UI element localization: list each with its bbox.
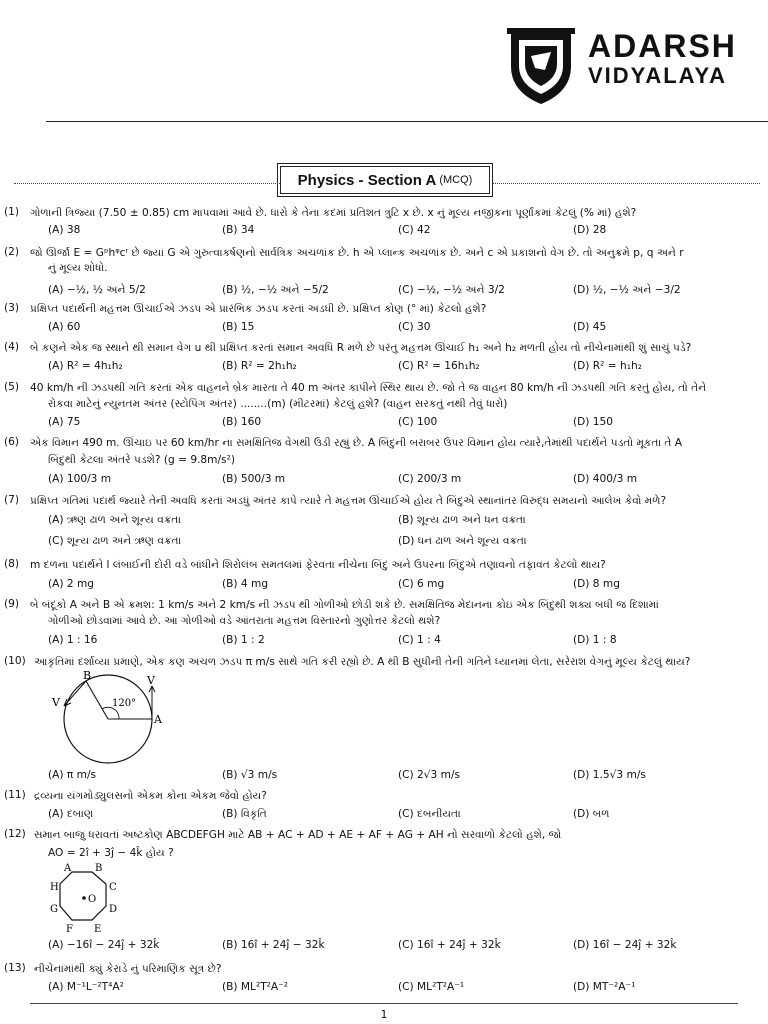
brand-name-line2: VIDYALAYA (588, 63, 728, 88)
question-text: ગોળાની ત્રિજ્યા (7.50 ± 0.85) cm માપવામાં આવે છે. ધારો કે તેના કદમાં પ્રતિશત ત્રુટિ x છે. x નું મૂલ્ય નજીકના પૂર્ણાંકમાં કેટલું (% માં) હશે? (30, 207, 637, 219)
option-a: (A) π m/s (48, 769, 97, 781)
option-c: (C) 42 (398, 224, 431, 236)
option-d: (D) બળ (573, 808, 610, 820)
label-v-top: V (147, 674, 155, 687)
footer-divider (30, 1003, 738, 1004)
option-d: (D) 1.5√3 m/s (573, 769, 646, 781)
option-c: (C) 100 (398, 416, 438, 428)
label-b: B (83, 669, 92, 682)
question-number: (1) (4, 206, 20, 218)
question-text: જો ઊર્જા E = Gᵖhᵠcʳ છે જ્યાં G એ ગુરુત્વાકર્ષણનો સાર્વત્રિક અચળાંક છે. h એ પ્લાન્ક અચળાંક છે. અને c એ પ્રકાશનો વેગ છે. તો અનુક્રમે p, q અને r (30, 247, 684, 259)
question-text: સમાન બાજુ ધરાવતાં અષ્ટકોણ ABCDEFGH માટે AB + AC + AD + AE + AF + AG + AH નો સરવાળો કેટલો હશે, જો (34, 829, 562, 841)
section-dotted-rule-right (492, 183, 760, 184)
question-text: પ્રક્ષિપ્ત પદાર્થની મહત્તમ ઊંચાઈએ ઝડપ એ પ્રારંભિક ઝડપ કરતાં અડધી છે. પ્રક્ષિપ્ત કોણ (° માં) કેટલો હશે? (30, 303, 487, 315)
option-a: (A) 100/3 m (48, 473, 112, 485)
option-b: (B) 16î + 24ĵ − 32k̂ (222, 939, 325, 951)
section-title: Physics - Section A (297, 171, 437, 189)
center-o: O (88, 894, 97, 905)
option-a: (A) −16î − 24ĵ + 32k̂ (48, 939, 160, 951)
option-b: (B) 160 (222, 416, 262, 428)
option-a: (A) M⁻¹L⁻²T⁴A² (48, 981, 124, 993)
option-d: (D) 28 (573, 224, 607, 236)
option-a: (A) દબાણ (48, 808, 94, 820)
option-c: (C) 16î + 24ĵ + 32k̂ (398, 939, 501, 951)
option-b: (B) ½, −½ અને −5/2 (222, 284, 329, 296)
option-c: (C) −½, −½ અને 3/2 (398, 284, 505, 296)
option-d: (D) 400/3 m (573, 473, 638, 485)
question-text: બે કણને એક જ સ્થાને થી સમાન વેગ u થી પ્રક્ષિપ્ત કરતાં સમાન અવધિ R મળે છે પરંતુ મહત્તમ ઊંચાઈ h₁ અને h₂ મળતી હોય તો નીચેનામાંથી શું સાચું પડે? (30, 342, 692, 354)
vertex-g: G (50, 904, 58, 915)
option-b: (B) વિકૃતિ (222, 808, 267, 820)
option-b: (B) √3 m/s (222, 769, 278, 781)
header-divider (46, 121, 768, 122)
question-text: નીચેનામાંથી ક્યું કેરાડે નું પરિમાણિક સૂત્ર છે? (34, 963, 222, 975)
vertex-f: F (66, 924, 73, 934)
option-d: (D) ½, −½ અને −3/2 (573, 284, 681, 296)
label-a: A (154, 713, 162, 726)
option-a: (A) 75 (48, 416, 81, 428)
option-d: (D) 45 (573, 321, 607, 333)
option-a: (A) 2 mg (48, 578, 95, 590)
question-text-cont: નું મૂલ્ય શોધો. (48, 262, 108, 274)
option-d: (D) 150 (573, 416, 614, 428)
option-a: (A) 38 (48, 224, 81, 236)
page-header (0, 0, 768, 126)
option-c: (C) 200/3 m (398, 473, 462, 485)
option-a: (A) R² = 4h₁h₂ (48, 360, 123, 372)
option-c: (C) શૂન્ય ઢાળ અને ઋણ વક્રતા (48, 535, 182, 547)
question-text: એક વિમાન 490 m. ઊંચાઇ પર 60 km/hr ના સમક્ષિતિજ વેગથી ઉડી રહ્યું છે. A બિંદુની બરાબર ઉપર વિમાન હોય ત્યારે,તેમાંથી પદાર્થને પડતો મૂકતા તે A (30, 437, 683, 449)
vertex-h: H (50, 882, 59, 893)
option-c: (C) ML²T²A⁻¹ (398, 981, 465, 993)
question-text: m દળના પદાર્થને l લંબાઈની દોરી વડે બાંધીને શિરોલંબ સમતલમાં ફેરવતા નીચેના બિંદુ અને ઉપરના બિંદુએ તણાવનો તફાવત કેટલો થાય? (30, 559, 606, 571)
question-number: (2) (4, 246, 20, 258)
option-b: (B) 500/3 m (222, 473, 286, 485)
vertex-b: B (95, 863, 103, 874)
question-text-cont: રોકવા માટેનું ન્યુનતમ અંતર (સ્ટોપિંગ અંતર) ........(m) (મીટરમાં) કેટલું હશે? (વાહન સરકતું નથી તેવું ધારો) (48, 398, 508, 410)
vertex-d: D (109, 904, 118, 915)
option-a: (A) ઋણ ઢાળ અને શૂન્ય વક્રતા (48, 514, 181, 526)
vertex-a: A (64, 863, 72, 874)
question-number: (8) (4, 558, 20, 570)
section-dotted-rule-left (14, 183, 280, 184)
question-text-cont: બિંદુથી કેટલા અંતરે પડશે? (g = 9.8m/s²) (48, 454, 235, 466)
option-a: (A) −½, ½ અને 5/2 (48, 284, 146, 296)
question-number: (10) (4, 655, 26, 667)
question-text-cont: AO = 2î + 3ĵ − 4k̂ હોય ? (48, 847, 174, 859)
option-d: (D) R² = h₁h₂ (573, 360, 642, 372)
question-number: (13) (4, 962, 26, 974)
option-d: (D) ધન ઢાળ અને શૂન્ય વક્રતા (398, 535, 527, 547)
question-text: 40 km/h ની ઝડપથી ગતિ કરતાં એક વાહનને બ્રેક મારતા તે 40 m અંતર કાપીને સ્થિર થાય છે. જો તે જ વાહન 80 km/h ની ઝડપથી ગતિ કરતું હોય, તો તેને (30, 382, 707, 394)
option-d: (D) 16î − 24ĵ + 32k̂ (573, 939, 677, 951)
question-number: (6) (4, 436, 20, 448)
label-angle: 120° (112, 698, 137, 709)
option-c: (C) 6 mg (398, 578, 445, 590)
option-c: (C) R² = 16h₁h₂ (398, 360, 480, 372)
vertex-c: C (109, 882, 117, 893)
option-c: (C) 30 (398, 321, 431, 333)
question-number: (3) (4, 302, 20, 314)
option-c: (C) દબનીયતા (398, 808, 461, 820)
circular-motion-diagram (46, 668, 176, 768)
question-number: (11) (4, 789, 26, 801)
octagon-diagram (46, 862, 126, 934)
option-b: (B) 1 : 2 (222, 634, 265, 646)
school-crest-logo (505, 26, 577, 106)
section-title-box (280, 166, 490, 194)
label-v-left: V (52, 696, 60, 709)
question-number: (9) (4, 598, 20, 610)
option-b: (B) 34 (222, 224, 255, 236)
option-c: (C) 1 : 4 (398, 634, 441, 646)
question-text: પ્રક્ષિપ્ત ગતિમાં પદાર્થ જ્યારે તેની અવધિ કરતાં અડધું અંતર કાપે ત્યારે તે મહત્તમ ઊંચાઈએ હોય તે બિંદુએ સ્થાનાંતર વિરુદ્ધ સમયનો આલેખ કેવો મળે? (30, 495, 667, 507)
question-number: (5) (4, 381, 20, 393)
section-subtitle: (MCQ) (439, 174, 473, 186)
option-b: (B) R² = 2h₁h₂ (222, 360, 297, 372)
option-d: (D) 8 mg (573, 578, 620, 590)
question-text: બે બંદૂકો A અને B એ ક્રમશ: 1 km/s અને 2 km/s ની ઝડપ થી ગોળીઓ છોડી શકે છે. સમક્ષિતિજ મેદાનના કોઇ એક બિંદુથી શક્ય બધી જ દિશામાં (30, 599, 659, 611)
brand-name-line1: ADARSH (588, 28, 737, 64)
option-b: (B) 15 (222, 321, 255, 333)
option-b: (B) શૂન્ય ઢાળ અને ધન વક્રતા (398, 514, 526, 526)
option-d: (D) MT⁻²A⁻¹ (573, 981, 636, 993)
option-c: (C) 2√3 m/s (398, 769, 461, 781)
option-a: (A) 60 (48, 321, 81, 333)
option-d: (D) 1 : 8 (573, 634, 617, 646)
question-number: (12) (4, 828, 26, 840)
option-b: (B) ML²T²A⁻² (222, 981, 288, 993)
option-b: (B) 4 mg (222, 578, 269, 590)
question-number: (7) (4, 494, 20, 506)
option-a: (A) 1 : 16 (48, 634, 98, 646)
page-number: 1 (380, 1008, 388, 1021)
vertex-e: E (94, 924, 102, 934)
question-number: (4) (4, 341, 20, 353)
question-text: આકૃતિમાં દર્શાવ્યા પ્રમાણે, એક કણ અચળ ઝડપ π m/s સાથે ગતિ કરી રહ્યો છે. A થી B સુધીની તેની ગતિને ધ્યાનમાં લેતા, સરેરાશ વેગનું મૂલ્ય કેટલું થાય? (34, 656, 691, 668)
question-text-cont: ગોળીઓ છોડવામાં આવે છે. આ ગોળીઓ વડે આંતરાતા મહત્તમ વિસ્તારનો ગુણોત્તર કેટલો થશે? (48, 615, 441, 627)
question-text: દ્રવ્યના યંગમોડ્યુલસનો એકમ કોના એકમ જેવો હોય? (34, 790, 267, 802)
